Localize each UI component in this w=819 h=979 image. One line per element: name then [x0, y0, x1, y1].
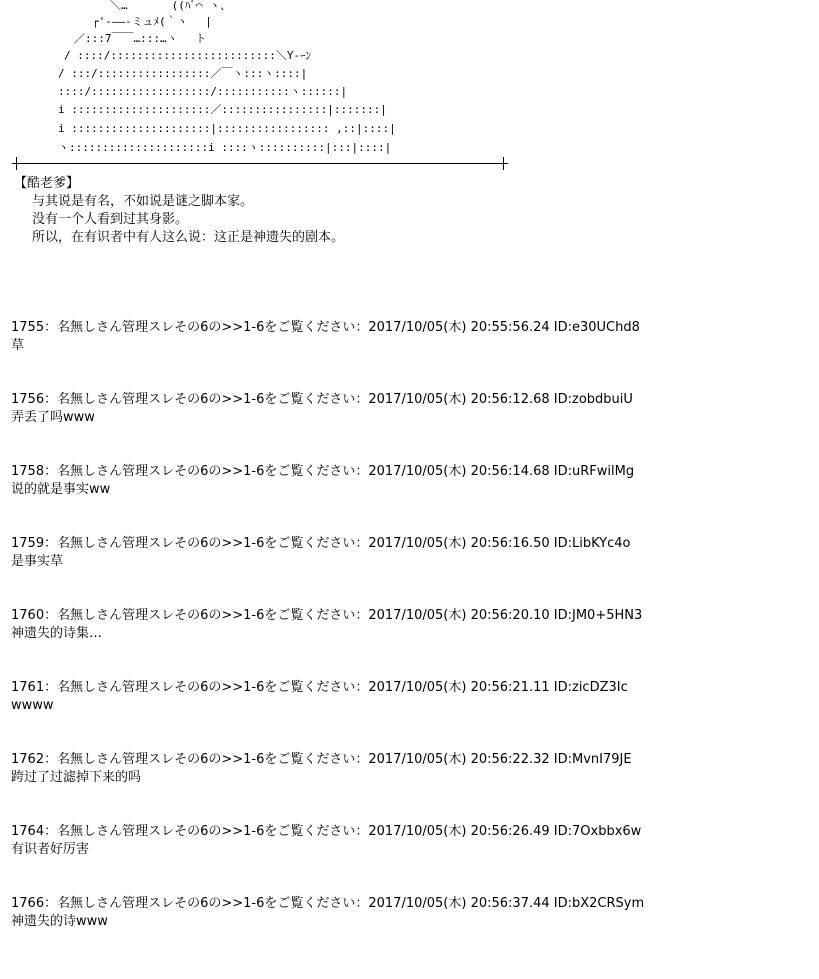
post-header: 1758：名無しさん管理スレその6の>>1-6をご覧ください：2017/10/05(木) 20:56:14.68 ID:uRFwilMg	[11, 464, 635, 479]
divider-tick-left	[16, 157, 17, 170]
post-body: 弄丢了吗www	[11, 410, 95, 425]
ascii-art-line: ＼… ((ﾊﾞ⌒ ヽ、	[110, 0, 232, 12]
speaker-name: 【酷老爹】	[14, 176, 80, 191]
ascii-art-line: i :::::::::::::::::::::|::::::::::::::::: ,::|::::|	[58, 122, 396, 135]
post-body: 跨过了过滤掉下来的吗	[11, 770, 142, 785]
divider-line	[12, 163, 508, 164]
post-header: 1761：名無しさん管理スレその6の>>1-6をご覧ください：2017/10/05(木) 20:56:21.11 ID:zicDZ3Ic	[11, 680, 628, 695]
ascii-art-line: ┌'‐――‐ミュﾒ(｀ヽ |	[92, 15, 212, 28]
post-body: 神遗失的诗集…	[11, 626, 103, 641]
ascii-art-line: ::::/::::::::::::::::::/:::::::::::ヽ::::::|	[58, 85, 348, 98]
ascii-art-line: / ::::/:::::::::::::::::::::::::＼Y‐ｰﾝ	[64, 49, 312, 62]
ascii-art-line: ／:::7￣￣…:::…ヽ ト	[74, 32, 207, 45]
post-header: 1756：名無しさん管理スレその6の>>1-6をご覧ください：2017/10/05(木) 20:56:12.68 ID:zobdbuiU	[11, 392, 633, 407]
post-header: 1764：名無しさん管理スレその6の>>1-6をご覧ください：2017/10/05(木) 20:56:26.49 ID:7Oxbbx6w	[11, 824, 642, 839]
post-item	[11, 535, 811, 607]
post-body: 说的就是事实ww	[11, 482, 111, 497]
post-header: 1762：名無しさん管理スレその6の>>1-6をご覧ください：2017/10/05(木) 20:56:22.32 ID:MvnI79JE	[11, 752, 632, 767]
post-body: 草	[11, 338, 25, 353]
post-body: wwww	[11, 698, 54, 713]
post-body: 是事实草	[11, 554, 64, 569]
post-item	[11, 319, 811, 391]
thread-posts	[11, 319, 811, 967]
post-header: 1766：名無しさん管理スレその6の>>1-6をご覧ください：2017/10/05(木) 20:56:37.44 ID:bX2CRSym	[11, 896, 645, 911]
ascii-art-line: i :::::::::::::::::::::／::::::::::::::::|:::::::|	[58, 103, 387, 116]
post-body: 有识者好厉害	[11, 842, 90, 857]
narration-line: 没有一个人看到过其身影。	[32, 212, 189, 227]
narration-line: 与其说是有名，不如说是谜之脚本家。	[32, 194, 254, 209]
post-item	[11, 607, 811, 679]
divider-tick-right	[503, 157, 504, 170]
scene-divider	[12, 157, 508, 171]
ascii-art-figure	[52, 0, 396, 158]
post-body: 神遗失的诗www	[11, 914, 108, 929]
ascii-art-line: ヽ:::::::::::::::::::::i ::::ヽ::::::::::|:::|::::|	[58, 141, 392, 154]
post-header: 1759：名無しさん管理スレその6の>>1-6をご覧ください：2017/10/05(木) 20:56:16.50 ID:LibKYc4o	[11, 536, 631, 551]
post-item	[11, 463, 811, 535]
ascii-art-line: / :::/:::::::::::::::::／￣ヽ:::ヽ::::|	[58, 67, 308, 80]
post-item	[11, 679, 811, 751]
post-item	[11, 751, 811, 823]
post-item	[11, 823, 811, 895]
narration-block	[14, 175, 494, 247]
narration-line: 所以，在有识者中有人这么说：这正是神遗失的剧本。	[32, 230, 345, 245]
post-header: 1760：名無しさん管理スレその6の>>1-6をご覧ください：2017/10/05(木) 20:56:20.10 ID:JM0+5HN3	[11, 608, 643, 623]
post-item	[11, 895, 811, 967]
post-item	[11, 391, 811, 463]
post-header: 1755：名無しさん管理スレその6の>>1-6をご覧ください：2017/10/05(木) 20:55:56.24 ID:e30UChd8	[11, 320, 640, 335]
